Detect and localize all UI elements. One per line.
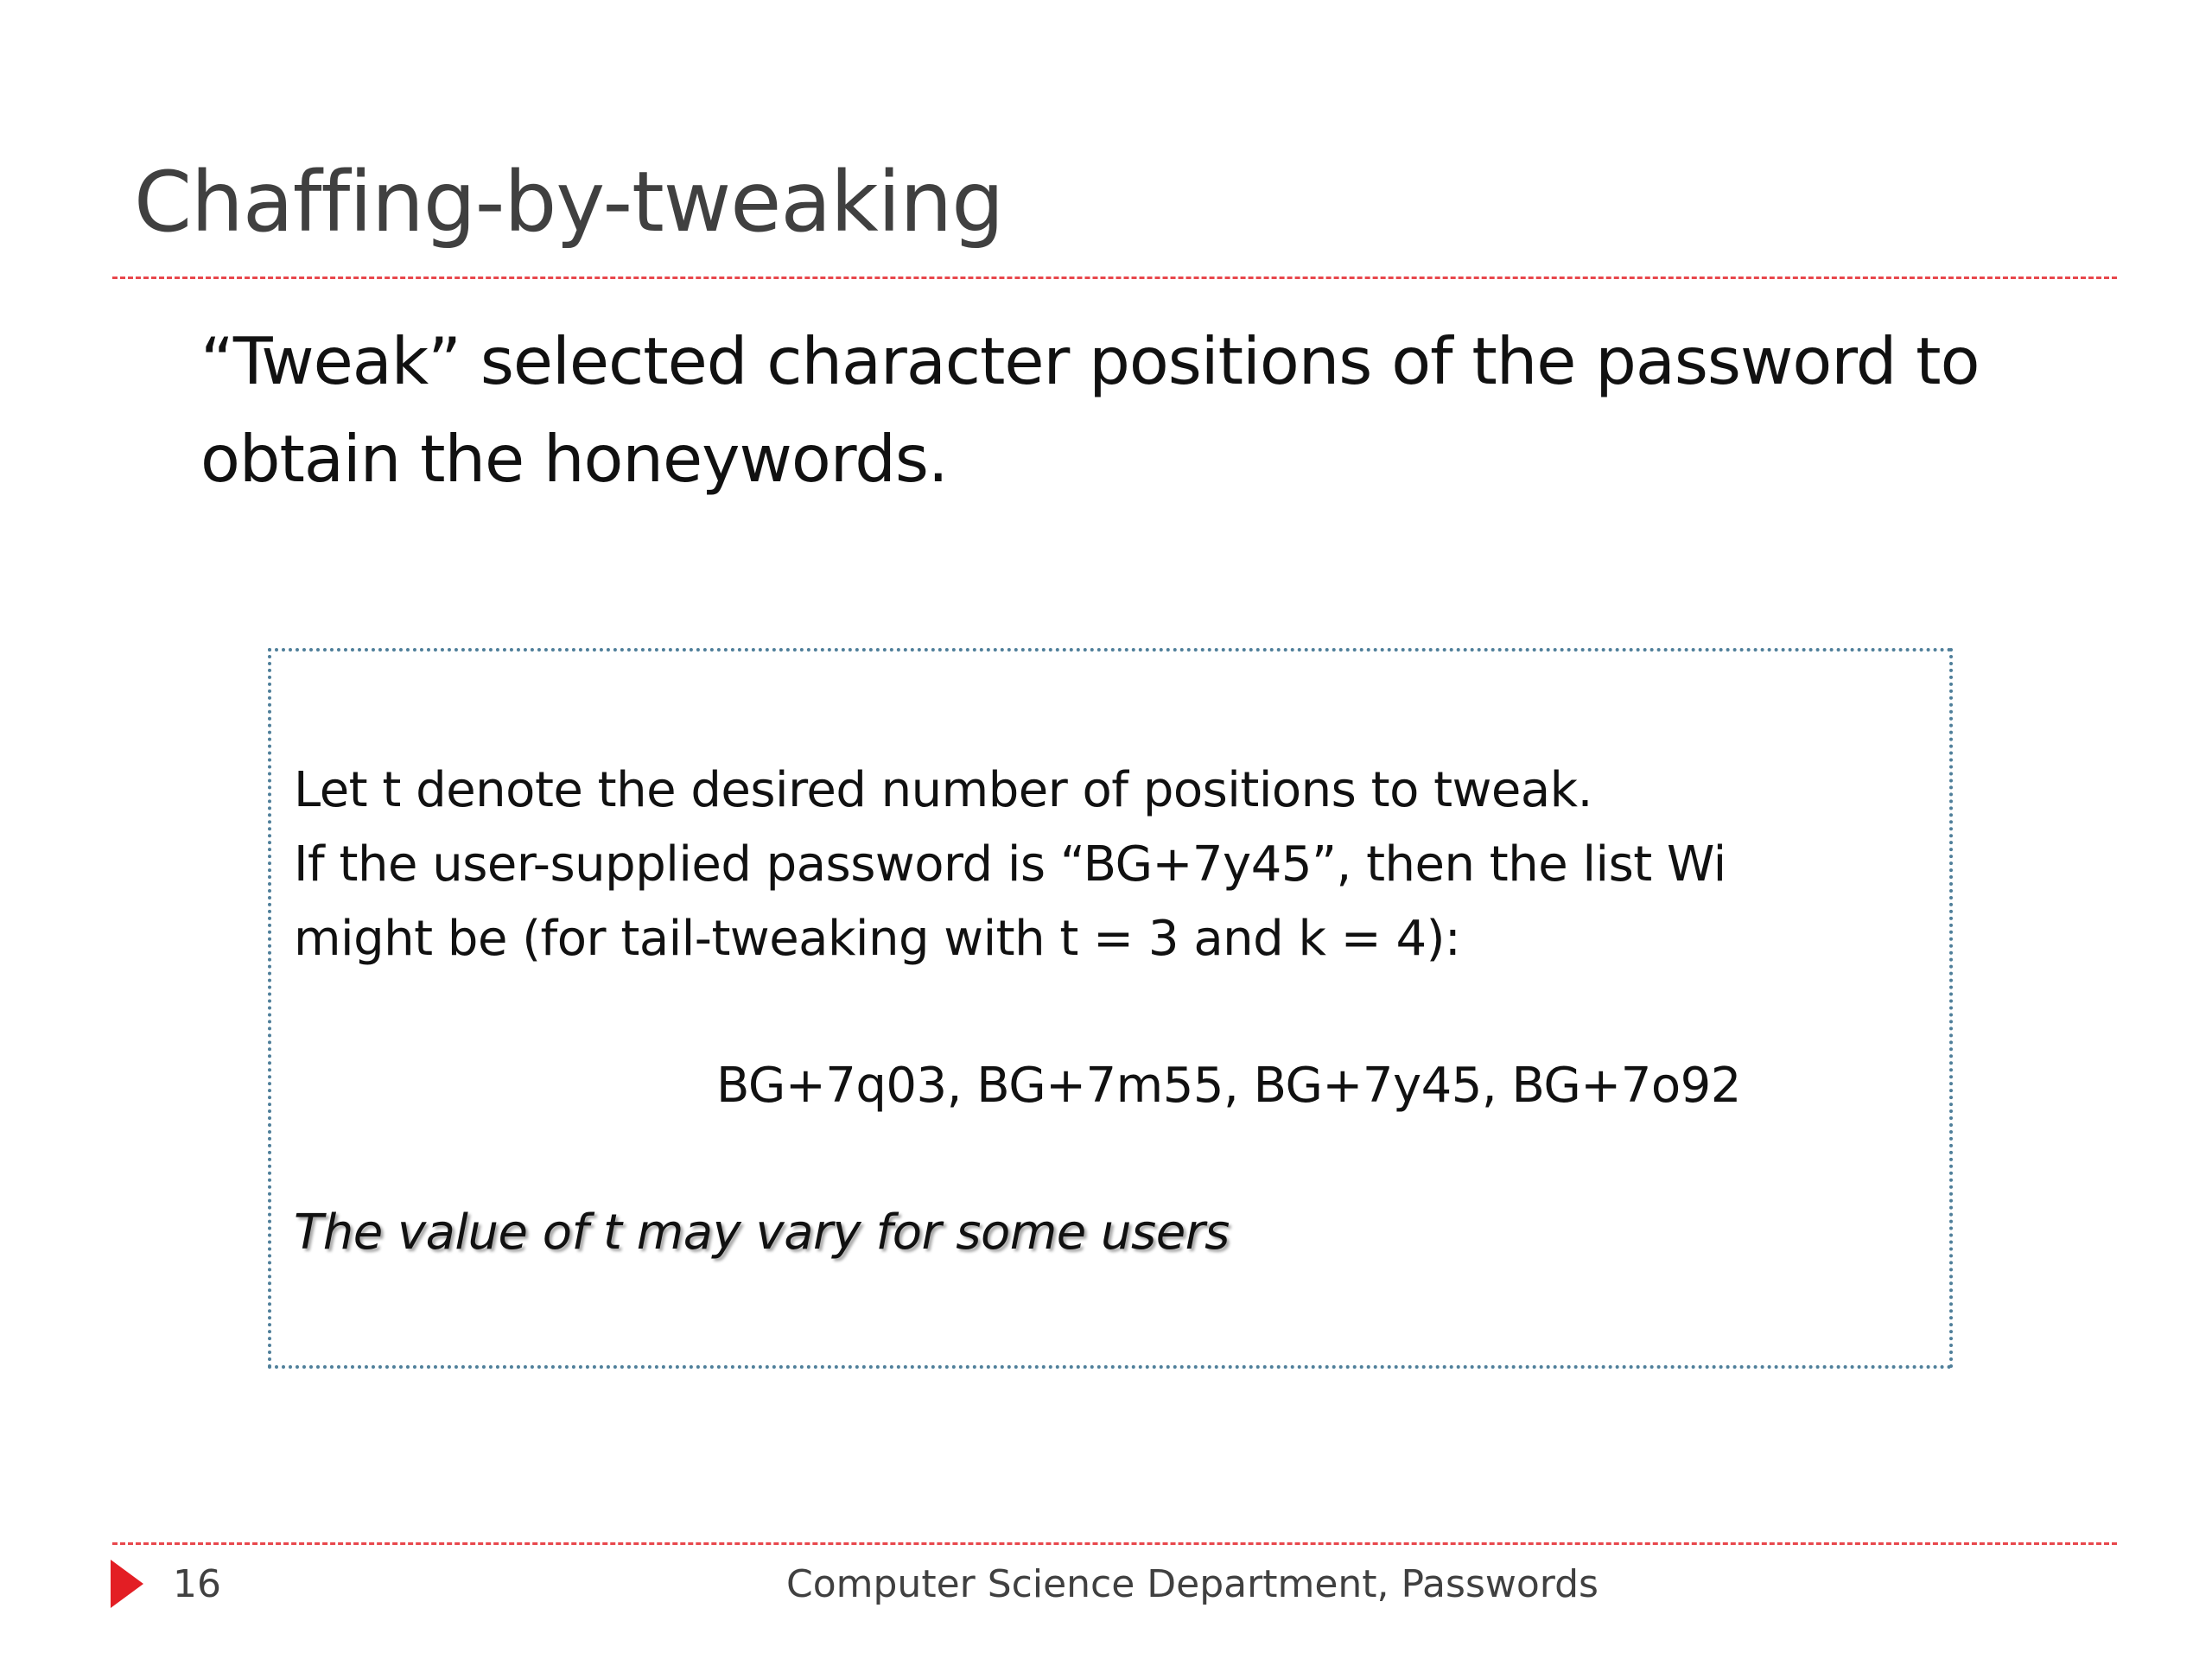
example-line-2: If the user-supplied password is “BG+7y45”, then the list Wi (294, 836, 1726, 893)
example-line-3: might be (for tail-tweaking with t = 3 and k = 4): (294, 911, 1461, 967)
intro-text: “Tweak” selected character positions of the password to obtain the honeywords. (200, 323, 1980, 497)
note-text: The value of t may vary for some users (294, 1205, 1230, 1261)
example-box (268, 648, 1953, 1369)
footer-divider (112, 1542, 2117, 1545)
example-line-1: Let t denote the desired number of positions to tweak. (294, 762, 1592, 818)
title-divider (112, 276, 2117, 279)
red-triangle-icon (111, 1560, 143, 1608)
footer-text: Computer Science Department, Passwords (786, 1562, 1599, 1606)
honeyword-list: BG+7q03, BG+7m55, BG+7y45, BG+7o92 (716, 1058, 1741, 1114)
page-number: 16 (173, 1562, 221, 1606)
slide-title: Chaffing-by-tweaking (134, 154, 1004, 251)
